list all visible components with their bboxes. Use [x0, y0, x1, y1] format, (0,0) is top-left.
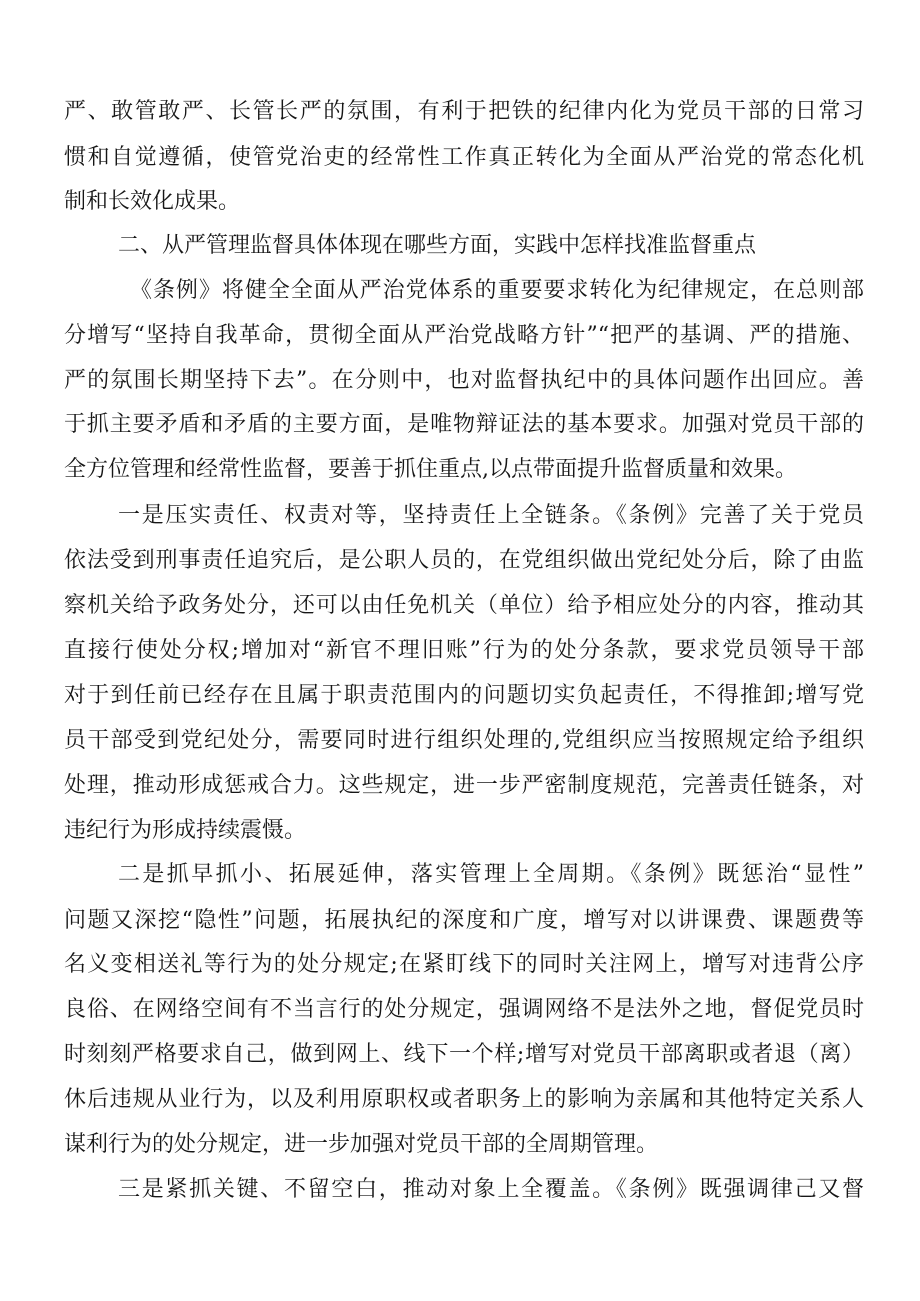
text-line-15: 员干部受到党纪处分，需要同时进行组织处理的,党组织应当按照规定给予组织: [64, 728, 864, 753]
text-line-14: 对于到任前已经存在且属于职责范围内的问题切实负起责任，不得推卸;增写党: [64, 683, 864, 708]
text-line-20: 名义变相送礼等行为的处分规定;在紧盯线下的同时关注网上，增写对违背公序: [64, 952, 864, 977]
text-line-10: 一是压实责任、权责对等，坚持责任上全链条。《条例》完善了关于党员: [118, 503, 864, 528]
text-line-13: 直接行使处分权;增加对“新官不理旧账”行为的处分条款，要求党员领导干部: [64, 638, 864, 663]
text-line-3: 制和长效化成果。: [64, 189, 241, 214]
text-line-11: 依法受到刑事责任追究后，是公职人员的，在党组织做出党纪处分后，除了由监: [64, 548, 864, 573]
section-heading: 二、从严管理监督具体体现在哪些方面，实践中怎样找准监督重点: [118, 233, 757, 258]
text-line-1: 严、敢管敢严、长管长严的氛围，有利于把铁的纪律内化为党员干部的日常习: [64, 99, 864, 124]
text-line-5: 《条例》将健全全面从严治党体系的重要要求转化为纪律规定，在总则部: [130, 278, 864, 303]
text-line-7: 严的氛围长期坚持下去”。在分则中，也对监督执纪中的具体问题作出回应。善: [64, 368, 864, 393]
text-line-8: 于抓主要矛盾和矛盾的主要方面，是唯物辩证法的基本要求。加强对党员干部的: [64, 412, 864, 437]
text-line-16: 处理，推动形成惩戒合力。这些规定，进一步严密制度规范，完善责任链条，对: [64, 773, 864, 798]
text-line-22: 时刻刻严格要求自己，做到网上、线下一个样;增写对党员干部离职或者退（离）: [64, 1042, 864, 1067]
text-line-6: 分增写“坚持自我革命，贯彻全面从严治党战略方针”“把严的基调、严的措施、: [64, 323, 864, 348]
text-line-9: 全方位管理和经常性监督，要善于抓住重点,以点带面提升监督质量和效果。: [64, 457, 797, 482]
text-line-12: 察机关给予政务处分，还可以由任免机关（单位）给予相应处分的内容，推动其: [64, 593, 864, 618]
text-line-24: 谋利行为的处分规定，进一步加强对党员干部的全周期管理。: [64, 1132, 659, 1157]
text-line-23: 休后违规从业行为，以及利用原职权或者职务上的影响为亲属和其他特定关系人: [64, 1087, 864, 1112]
text-line-19: 问题又深挖“隐性”问题，拓展执纪的深度和广度，增写对以讲课费、课题费等: [64, 908, 864, 933]
text-line-18: 二是抓早抓小、拓展延伸，落实管理上全周期。《条例》既惩治“显性”: [118, 862, 864, 887]
text-line-21: 良俗、在网络空间有不当言行的处分规定，强调网络不是法外之地，督促党员时: [64, 997, 864, 1022]
text-line-2: 惯和自觉遵循，使管党治吏的经常性工作真正转化为全面从严治党的常态化机: [64, 145, 864, 170]
text-line-25: 三是紧抓关键、不留空白，推动对象上全覆盖。《条例》既强调律己又督: [118, 1177, 864, 1202]
text-line-17: 违纪行为形成持续震慑。: [64, 818, 307, 843]
